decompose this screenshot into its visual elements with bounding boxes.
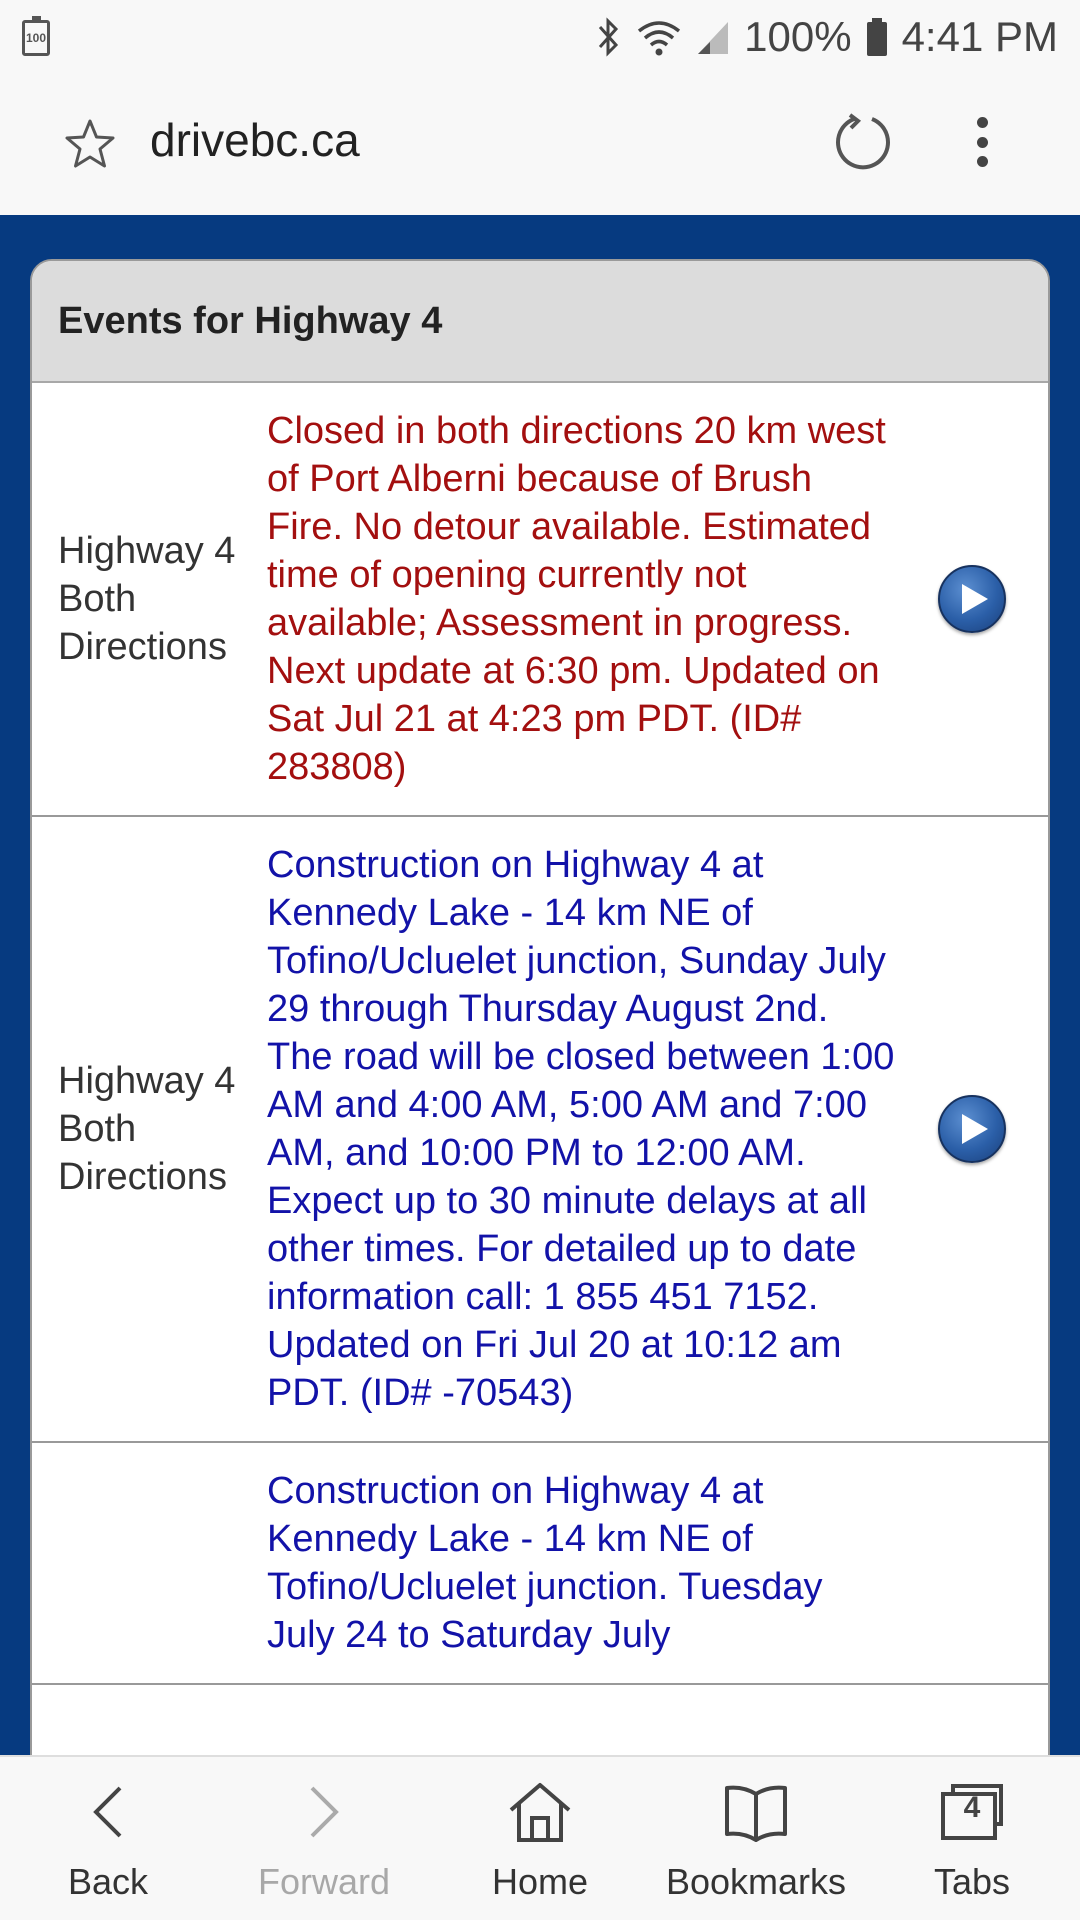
event-description: Construction on Highway 4 at Kennedy Lake - 14 km NE of Tofino/Ucluelet junction, Sunday July 29 through Thursday August 2nd. The road will be closed between 1:00 AM and 4:00 AM, 5:00 AM and 7:00 AM, and 10:00 PM to 12:00 AM. Expect up to 30 minute delays at all other times. For detailed up to date information call: 1 855 451 7152. Updated on Fri Jul 20 at 10:12 am PDT. (ID# -70543) xyxy=(267,844,895,1414)
back-button[interactable] xyxy=(0,1757,216,1920)
bookmarks-button[interactable] xyxy=(648,1757,864,1920)
star-icon[interactable] xyxy=(60,115,120,175)
browser-address-bar xyxy=(0,75,1080,215)
event-row[interactable] xyxy=(32,817,1048,1443)
reload-icon[interactable] xyxy=(832,111,894,173)
event-description: Construction on Highway 4 at Kennedy Lake - 14 km NE of Tofino/Ucluelet junction. Tuesday July 24 to Saturday July xyxy=(267,1470,823,1656)
battery-icon xyxy=(866,17,888,57)
event-location: Highway 4 Both Directions xyxy=(58,1060,236,1198)
panel-header xyxy=(32,261,1048,383)
forward-label: Forward xyxy=(257,1861,391,1902)
home-icon xyxy=(505,1777,575,1847)
url-field[interactable]: drivebc.ca xyxy=(150,114,360,166)
home-label: Home xyxy=(491,1861,589,1902)
back-label: Back xyxy=(67,1861,149,1902)
tabs-label: Tabs xyxy=(933,1861,1011,1902)
forward-button[interactable] xyxy=(216,1757,432,1920)
event-location: Highway 4 Both Directions xyxy=(58,530,236,668)
chevron-left-icon xyxy=(88,1777,128,1847)
battery-saver-icon xyxy=(22,20,50,56)
play-arrow-icon[interactable] xyxy=(938,1095,1006,1163)
bookmarks-label: Bookmarks xyxy=(665,1861,847,1902)
browser-bottom-nav xyxy=(0,1755,1080,1920)
event-details-link[interactable] xyxy=(897,1095,1047,1163)
status-icons xyxy=(596,12,1058,62)
home-button[interactable] xyxy=(432,1757,648,1920)
tabs-icon xyxy=(937,1777,1007,1847)
play-arrow-icon[interactable] xyxy=(938,565,1006,633)
panel-title: Events for Highway 4 xyxy=(58,299,443,342)
chevron-right-icon xyxy=(304,1777,344,1847)
more-options-icon[interactable] xyxy=(962,111,1002,173)
tabs-button[interactable] xyxy=(864,1757,1080,1920)
signal-icon xyxy=(696,18,730,56)
events-panel xyxy=(30,259,1050,1755)
event-row[interactable] xyxy=(32,1443,1048,1685)
bookmarks-icon xyxy=(721,1777,791,1847)
event-row[interactable] xyxy=(32,383,1048,817)
event-description: Closed in both directions 20 km west of Port Alberni because of Brush Fire. No detour available. Estimated time of opening currently not available; Assessment in progress. Next update at 6:30 pm. Updated on Sat Jul 21 at 4:23 pm PDT. (ID# 283808) xyxy=(267,410,886,788)
status-bar xyxy=(0,0,1080,75)
wifi-icon xyxy=(636,17,682,57)
battery-saver-level: 100 xyxy=(25,31,47,45)
tab-count: 4 xyxy=(963,1791,981,1824)
bluetooth-icon xyxy=(596,17,622,57)
clock: 4:41 PM xyxy=(901,13,1058,60)
page-content xyxy=(0,215,1080,1755)
event-details-link[interactable] xyxy=(897,565,1047,633)
battery-percent: 100% xyxy=(744,13,852,60)
